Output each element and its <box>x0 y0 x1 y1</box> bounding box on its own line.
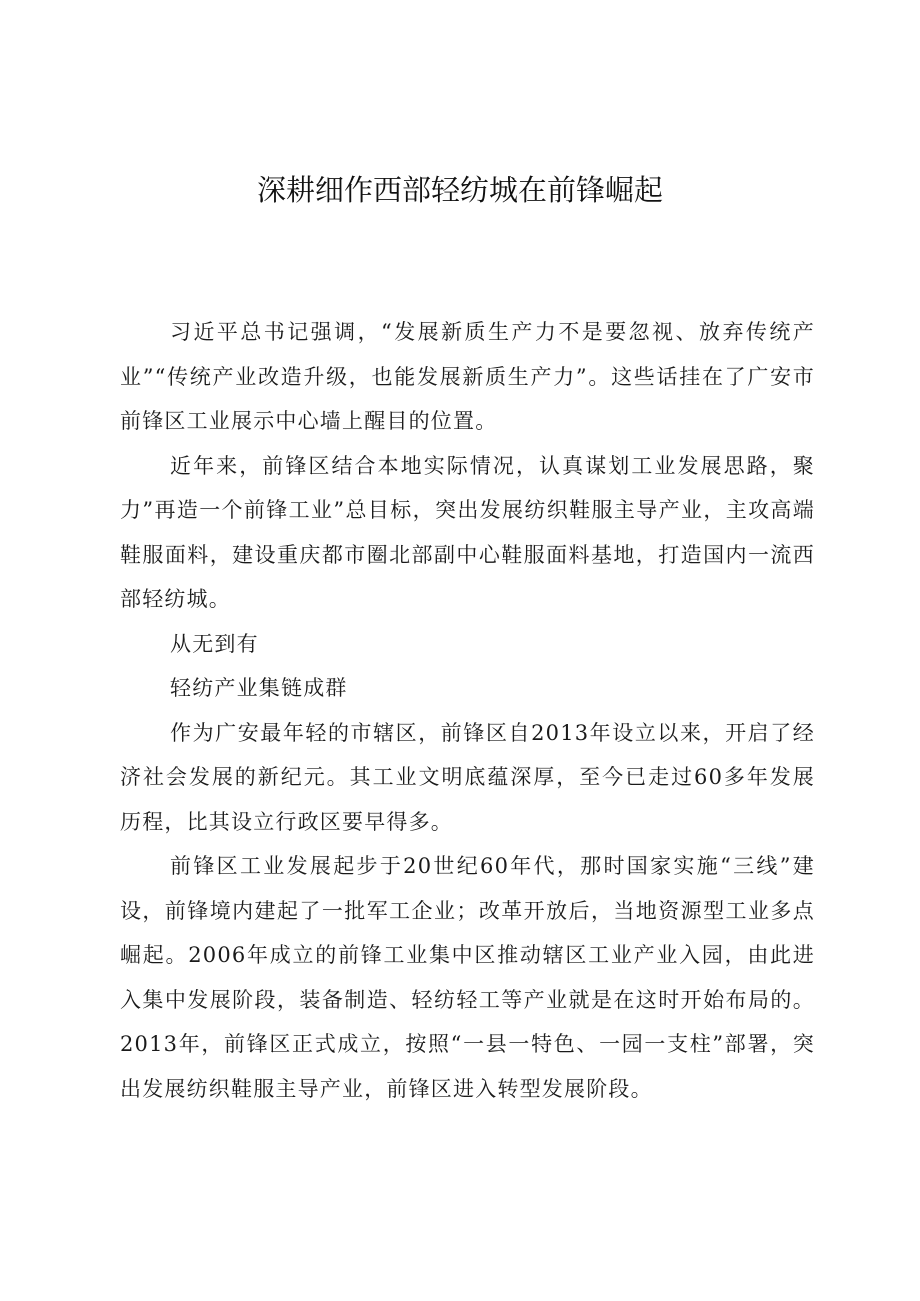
paragraph-intro: 习近平总书记强调，“发展新质生产力不是要忽视、放弃传统产业”“传统产业改造升级，也能发展新质生产力”。这些话挂在了广安市前锋区工业展示中心墙上醒目的位置。 <box>120 320 815 433</box>
section-heading-1a: 从无到有 <box>170 631 259 656</box>
section-heading-1b: 轻纺产业集链成群 <box>170 676 348 700</box>
document-body <box>120 310 815 1111</box>
paragraph-overview: 近年来，前锋区结合本地实际情况，认真谋划工业发展思路，聚力”再造一个前锋工业”总目标，突出发展纺织鞋服主导产业，主攻高端鞋服面料，建设重庆都市圈北部副中心鞋服面料基地，打造国内一流西部轻纺城。 <box>120 453 815 611</box>
paragraph-history: 作为广安最年轻的市辖区，前锋区自2013年设立以来，开启了经济社会发展的新纪元。其工业文明底蕴深厚，至今已走过60多年发展历程，比其设立行政区要早得多。 <box>120 720 815 834</box>
paragraph-development: 前锋区工业发展起步于20世纪60年代，那时国家实施“三线”建设，前锋境内建起了一批军工企业；改革开放后，当地资源型工业多点崛起。2006年成立的前锋工业集中区推动辖区工业产业入园，由此进入集中发展阶段，装备制造、轻纺轻工等产业就是在这时开始布局的。2013年，前锋区正式成立，按照“一县一特色、一园一支柱”部署，突出发展纺织鞋服主导产业，前锋区进入转型发展阶段。 <box>120 854 815 1101</box>
document-title: 深耕细作西部轻纺城在前锋崛起 <box>256 173 663 207</box>
